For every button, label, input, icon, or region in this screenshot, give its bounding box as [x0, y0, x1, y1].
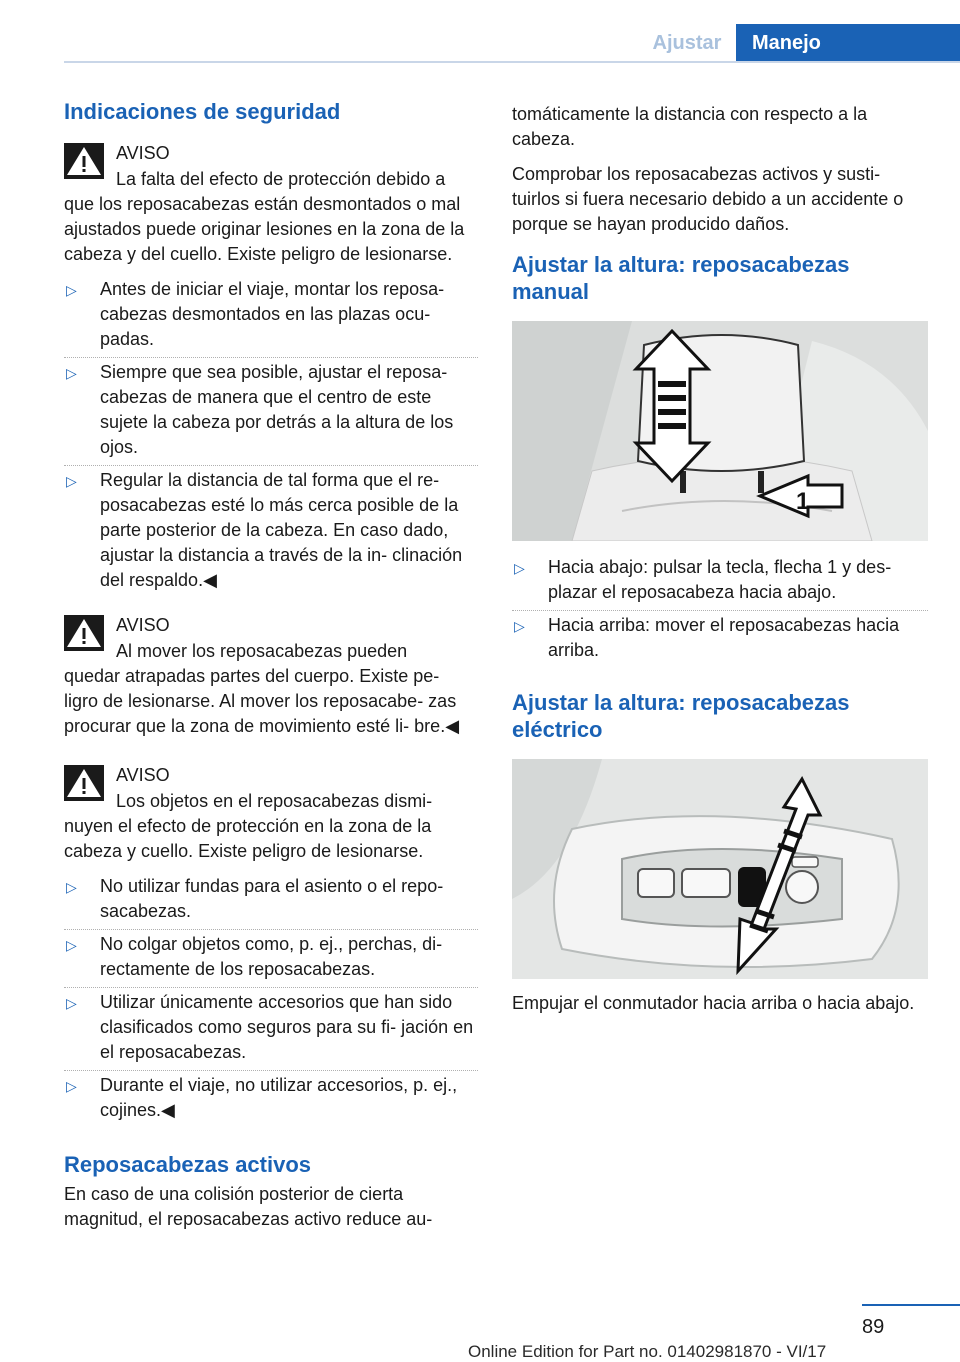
warning-text: nuyen el efecto de protección en la zona de la cabeza y cuello. Existe peligro de lesionarse.	[64, 816, 432, 861]
left-column	[64, 98, 478, 1232]
edition-footer: Online Edition for Part no. 01402981870 - VI/17	[468, 1342, 827, 1361]
triangle-bullet-icon: ▷	[66, 473, 77, 489]
list-item: ▷ Regular la distancia de tal forma que el re‐ posacabezas esté lo más cerca posible de la parte posterior de la cabeza. En caso dado, ajustar la distancia a través de la in‐ clinación del respaldo.◀	[66, 470, 463, 590]
tab-ajustar[interactable]: Ajustar	[638, 24, 736, 62]
list-item: ▷ No colgar objetos como, p. ej., perchas, di‐ rectamente de los reposacabezas.	[64, 932, 478, 990]
warning-text: que los reposacabezas están desmontados o mal ajustados puede originar lesiones en la zona de la cabeza y del cuello. Existe peligro de lesionarse.	[64, 194, 465, 264]
check-text: Comprobar los reposacabezas activos y susti‐ tuirlos si fuera necesario debido a un accidente o porque se hayan producido daños.	[512, 164, 904, 234]
page-number: 89	[862, 1316, 885, 1338]
safety-heading: Indicaciones de seguridad	[64, 99, 341, 124]
triangle-bullet-icon: ▷	[66, 937, 77, 953]
triangle-bullet-icon: ▷	[66, 365, 77, 381]
warning-3-list	[64, 874, 478, 1131]
warning-block-3	[64, 761, 478, 864]
list-item: ▷ Hacia abajo: pulsar la tecla, flecha 1 y des‐ plazar el reposacabeza hacia abajo.	[512, 555, 928, 613]
warning-text-first-line: La falta del efecto de protección debido a	[116, 169, 446, 189]
tab-manejo[interactable]: Manejo	[736, 24, 960, 62]
list-item: ▷ Utilizar únicamente accesorios que han sido clasificados como seguros para su fi‐ jación en el reposacabezas.	[64, 990, 478, 1073]
warning-text-first-line: Los objetos en el reposacabezas dismi‐	[116, 791, 433, 811]
list-item: ▷ Siempre que sea posible, ajustar el reposa‐ cabezas de manera que el centro de este sujete la cabeza por detrás a la altura de los ojos.	[64, 360, 478, 468]
active-headrest-text: En caso de una colisión posterior de cierta magnitud, el reposacabezas activo reduce au‐	[64, 1184, 433, 1229]
header-tabs	[638, 24, 960, 62]
electric-headrest-text: Empujar el conmutador hacia arriba o hacia abajo.	[512, 993, 915, 1013]
manual-headrest-list	[512, 555, 928, 671]
warning-1-list	[64, 277, 478, 601]
manual-headrest-heading: Ajustar la altura: reposacabezas manual	[512, 252, 850, 304]
arrow-number-label: 1	[796, 488, 810, 515]
warning-text-first-line: Al mover los reposacabezas pueden	[116, 641, 408, 661]
triangle-bullet-icon: ▷	[514, 560, 525, 576]
warning-icon	[64, 143, 104, 179]
list-item: ▷ Hacia arriba: mover el reposacabezas hacia arriba.	[514, 615, 900, 660]
triangle-bullet-icon: ▷	[66, 1078, 77, 1094]
warning-title: AVISO	[116, 615, 170, 635]
electric-headrest-illustration	[512, 759, 928, 979]
list-item: ▷ Antes de iniciar el viaje, montar los reposa‐ cabezas desmontados en las plazas ocu‐ padas.	[64, 277, 478, 360]
warning-text: quedar atrapadas partes del cuerpo. Existe pe‐ ligro de lesionarse. Al mover los reposacabe‐ zas procurar que la zona de movimiento esté li‐ bre.◀	[64, 666, 460, 736]
active-headrest-heading: Reposacabezas activos	[64, 1152, 312, 1177]
continued-text: tomáticamente la distancia con respecto a la cabeza.	[512, 104, 868, 149]
warning-title: AVISO	[116, 143, 170, 163]
triangle-bullet-icon: ▷	[66, 995, 77, 1011]
footer-divider	[862, 1304, 960, 1306]
headrest-arrow-image	[512, 321, 928, 541]
warning-block-1	[64, 139, 478, 267]
warning-block-2	[64, 611, 478, 739]
list-item: ▷ No utilizar fundas para el asiento o el repo‐ sacabezas.	[64, 874, 478, 932]
warning-title: AVISO	[116, 765, 170, 785]
header-divider	[64, 61, 960, 63]
warning-icon	[64, 615, 104, 651]
warning-icon	[64, 765, 104, 801]
triangle-bullet-icon: ▷	[66, 282, 77, 298]
triangle-bullet-icon: ▷	[66, 879, 77, 895]
triangle-bullet-icon: ▷	[514, 618, 525, 634]
manual-headrest-illustration	[512, 321, 928, 541]
list-item: ▷ Durante el viaje, no utilizar accesorios, p. ej., cojines.◀	[66, 1075, 458, 1120]
right-column	[512, 98, 928, 1016]
electric-headrest-heading: Ajustar la altura: reposacabezas eléctrico	[512, 690, 850, 742]
seat-switch-image	[512, 759, 928, 979]
